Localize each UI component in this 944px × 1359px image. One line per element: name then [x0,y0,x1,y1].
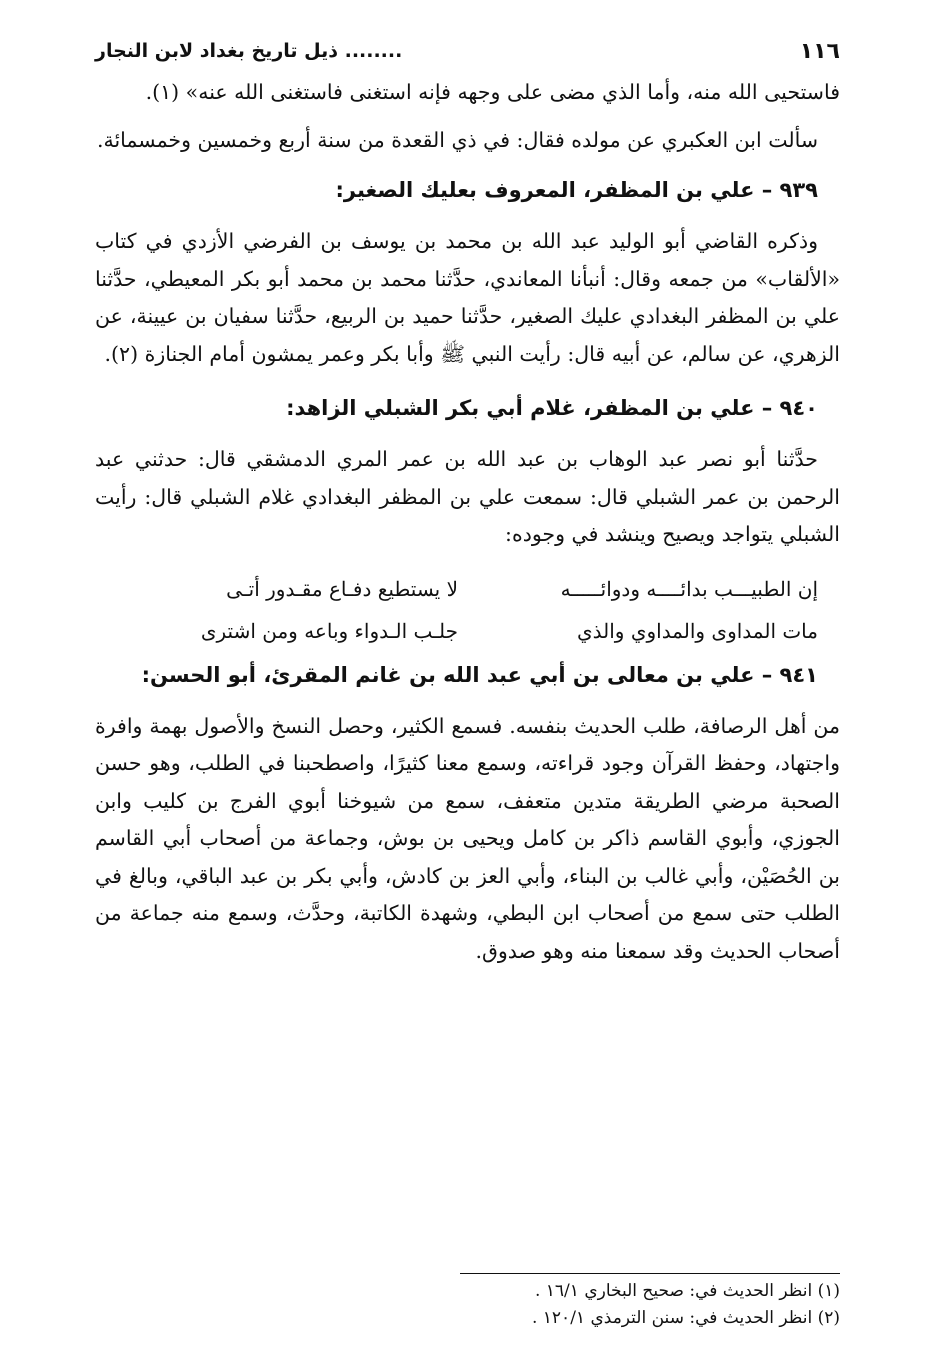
entry-heading-939: ٩٣٩ – علي بن المظفر، المعروف بعليك الصغير: [335,178,818,202]
entry-body-939: وذكره القاضي أبو الوليد عبد الله بن محمد بن يوسف بن الفرضي الأزدي في كتاب «الألقاب» من جمعه وقال: أنبأنا المعاندي، حدَّثنا محمد بن محمد أبو بكر المعيطي، حدَّثنا علي بن المظفر البغدادي عليك الصغير، حدَّثنا حميد بن الربيع، حدَّثنا سفيان بن عيينة، عن الزهري، عن سالم، عن أبيه قال: رأيت النبي ﷺ وأبا بكر وعمر يمشون أمام الجنازة (٢). [95,229,840,366]
paragraph-birth: سألت ابن العكبري عن مولده فقال: في ذي القعدة من سنة أربع وخمسين وخمسمائة. [96,127,818,152]
poem-line2-second-hemistich: جلـب الـدواء وباعه ومن اشترى [200,618,458,643]
footnote-1: (١) انظر الحديث في: صحيح البخاري ١٦/١ . [534,1281,840,1301]
poem-line2-first-hemistich: مات المداوى والمداوي والذي [577,618,818,643]
poem [95,568,840,652]
poem-line1-first-hemistich: إن الطبيـــب بدائــــه ودوائـــــه [560,576,818,601]
footnote-divider [460,1273,840,1274]
page-number: ١١٦ [799,38,840,64]
entry-body-940: حدَّثنا أبو نصر عبد الوهاب بن عبد الله بن عمر المري الدمشقي قال: حدثني عبد الرحمن بن عمر الشبلي قال: سمعت علي بن المظفر البغدادي غلام الشبلي قال: رأيت الشبلي يتواجد ويصيح وينشد في وجوده: [95,447,840,546]
paragraph-continuation: فاستحيى الله منه، وأما الذي مضى على وجهه فإنه استغنى فاستغنى الله عنه» (١). [145,80,840,104]
footnote-2: (٢) انظر الحديث في: سنن الترمذي ١٢٠/١ . [531,1308,840,1328]
entry-heading-941: ٩٤١ – علي بن معالى بن أبي عبد الله بن غانم المقرئ، أبو الحسن: [141,662,818,687]
footnotes [95,1273,840,1332]
running-title: ........ ذيل تاريخ بغداد لابن النجار [95,40,403,62]
entry-body-941: من أهل الرصافة، طلب الحديث بنفسه. فسمع الكثير، وحصل النسخ والأصول بهمة وافرة واجتهاد، وحفظ القرآن وجود قراءته، وسمع معنا كثيرًا، واصطحبنا في الطلب، وهو حسن الصحبة مرضي الطريقة متدين متعفف، سمع من شيوخنا أبوي الفرج بن كليب وابن الجوزي، وأبوي القاسم ذاكر بن كامل ويحيى بن بوش، وجماعة من أصحاب أبي القاسم بن الحُصَيْن، وأبي غالب بن البناء، وأبي العز بن كادش، وأبي بكر بن عبد الباقي، وبالغ في الطلب حتى سمع من أصحاب ابن البطي، وشهدة الكاتبة، وحدَّث، وسمع منه جماعة من أصحاب الحديث وقد سمعنا منه وهو صدوق. [95,713,840,963]
page-header [95,30,840,72]
poem-line1-second-hemistich: لا يستطيع دفـاع مقـدور أتـى [226,576,458,601]
entry-heading-940: ٩٤٠ – علي بن المظفر، غلام أبي بكر الشبلي الزاهد: [286,396,818,420]
book-page [95,30,840,1328]
